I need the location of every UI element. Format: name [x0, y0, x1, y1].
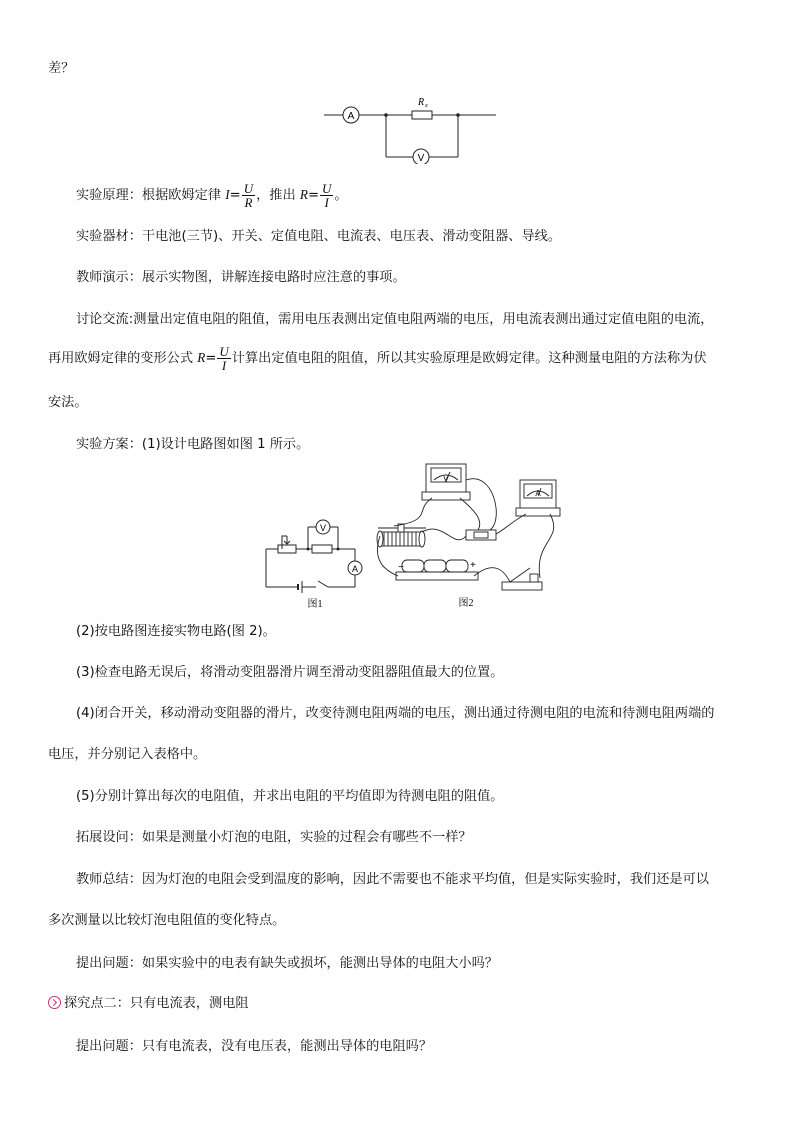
- principle-end: 。: [334, 188, 348, 203]
- ammeter-label: A: [347, 111, 355, 122]
- fig1-ammeter-label: A: [351, 564, 359, 574]
- fraction-U-over-R: [242, 182, 255, 209]
- summary-line-2: 多次测量以比较灯泡电阻值的变化特点。: [48, 913, 286, 928]
- section-title: 探究点二：只有电流表，测电阻: [64, 996, 249, 1011]
- var-R: R: [299, 187, 308, 202]
- voltmeter-label: V: [417, 153, 425, 164]
- question-line-2: 提出问题：只有电流表，没有电压表，能测出导体的电阻吗？: [76, 1039, 433, 1054]
- text-line-0: 差？: [48, 61, 75, 76]
- denominator-I-2: I: [221, 357, 227, 373]
- step-5-line: (5)分别计算出每次的电阻值，并求出电阻的平均值即为待测电阻的阻值。: [76, 789, 504, 804]
- fraction-U-over-I: [320, 182, 333, 209]
- discussion-line-2: [48, 343, 707, 374]
- plan-line: 实验方案：(1)设计电路图如图 1 所示。: [76, 437, 310, 452]
- fig1-caption: 图1: [307, 599, 323, 610]
- discussion-line-1: 讨论交流:测量出定值电阻的阻值，需用电压表测出定值电阻两端的电压，用电流表测出通过定值电阻的电流，: [76, 312, 714, 327]
- fixed-resistor-symbol: [312, 545, 332, 553]
- discussion-2a: 再用欧姆定律的变形公式: [48, 351, 198, 366]
- figure-1-schematic: [260, 514, 370, 614]
- numerator-U-2: U: [322, 180, 332, 196]
- rheostat-symbol: [278, 545, 296, 553]
- fig2-battery-holder: [396, 572, 478, 580]
- equals-sign: =: [229, 188, 241, 203]
- principle-line: [76, 180, 348, 211]
- fig2-caption: 图2: [458, 598, 474, 609]
- section-heading: [48, 995, 249, 1013]
- step-2-line: (2)按电路图连接实物电路(图 2)。: [76, 624, 276, 639]
- fig2-voltmeter-label: V: [443, 475, 449, 484]
- var-I: I: [225, 187, 230, 202]
- discussion-2b: 计算出定值电阻的阻值，所以其实验原理是欧姆定律。这种测量电阻的方法称为伏: [231, 351, 707, 366]
- circuit-diagram-top: [320, 94, 500, 164]
- demo-line: 教师演示：展示实物图，讲解连接电路时应注意的事项。: [76, 270, 406, 285]
- summary-line-1: 教师总结：因为灯泡的电阻会受到温度的影响，因此不需要也不能求平均值，但是实际实验时，我们还是可以: [76, 872, 709, 887]
- resistor-label: R: [418, 97, 425, 108]
- denominator-I: I: [324, 194, 329, 210]
- denominator-R: R: [244, 194, 253, 210]
- battery-minus-label: −: [398, 562, 404, 573]
- step-4-line-b: 电压，并分别记入表格中。: [48, 747, 207, 762]
- equals-sign-2: =: [307, 188, 320, 203]
- fig1-voltmeter-label: V: [319, 523, 327, 533]
- equipment-line: 实验器材：干电池(三节)、开关、定值电阻、电流表、电压表、滑动变阻器、导线。: [76, 229, 562, 244]
- principle-prefix: 实验原理：根据欧姆定律: [76, 188, 226, 203]
- numerator-U-3: U: [219, 343, 229, 359]
- resistor-sub: x: [425, 103, 428, 109]
- step-4-line-a: (4)闭合开关，移动滑动变阻器的滑片，改变待测电阻两端的电压，测出通过待测电阻的电流和待测电阻两端的: [76, 706, 715, 721]
- fig2-switch: [502, 582, 542, 590]
- question-line-1: 提出问题：如果实验中的电表有缺失或损坏，能测出导体的电阻大小吗？: [76, 956, 498, 971]
- numerator-U: U: [243, 180, 254, 196]
- figure-2-apparatus: [374, 460, 564, 616]
- resistor-symbol: [412, 111, 432, 119]
- discussion-line-3: 安法。: [48, 395, 88, 410]
- fraction-U-over-I-2: [217, 345, 230, 372]
- fig2-resistor: [466, 530, 496, 540]
- principle-mid: ，推出: [256, 188, 300, 203]
- var-R-2: R: [197, 350, 206, 365]
- chevron-circle-icon: [48, 996, 61, 1009]
- fig2-ammeter-label: A: [535, 489, 541, 498]
- battery-plus-label: +: [470, 560, 476, 571]
- extend-question-line: 拓展设问：如果是测量小灯泡的电阻，实验的过程会有哪些不一样？: [76, 830, 472, 845]
- step-3-line: (3)检查电路无误后，将滑动变阻器滑片调至滑动变阻器阻值最大的位置。: [76, 665, 504, 680]
- equals-sign-3: =: [205, 351, 217, 366]
